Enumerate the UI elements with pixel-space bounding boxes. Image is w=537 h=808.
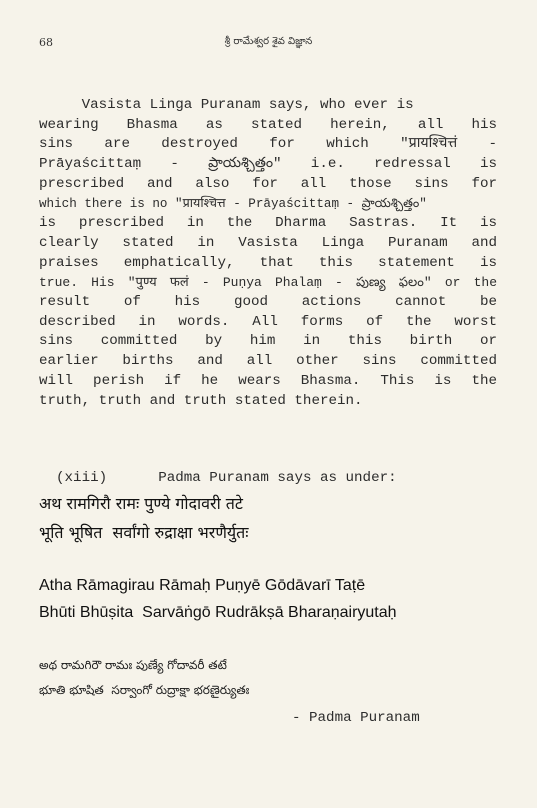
verse-telugu-line: అథ రామగిరౌ రామః పుణ్యే గోదావరీ తటే: [39, 658, 227, 672]
paragraph-line: prescribed and also for all those sins for: [39, 175, 497, 192]
paragraph-line: result of his good actions cannot be: [39, 294, 497, 311]
paragraph-line: which there is no "प्रायश्चित्त - Prāyaścittaṃ - ప్రాయశ్చిత్తం": [39, 196, 427, 211]
verse-devanagari-line: भूति भूषित सर्वांगो रुद्राक्षा भरणैर्युतः: [39, 523, 249, 542]
subsection-text: Padma Puranam says as under:: [158, 470, 397, 486]
paragraph-line: Vasista Linga Puranam says, who ever is: [39, 97, 414, 113]
paragraph-line: will perish if he wears Bhasma. This is the: [39, 372, 497, 389]
paragraph-line: Prāyaścittaṃ - ప్రాయశ్చిత్తం" i.e. redressal is: [39, 156, 497, 173]
running-header: శ్రీ రామేశ్వర శైవ విజ్ఞాన: [224, 36, 313, 47]
paragraph-line: true. His "पुण्य फलं - Puṇya Phalaṃ - పుణ్య ఫలం" or the: [39, 275, 497, 291]
verse-attribution: - Padma Puranam: [292, 710, 420, 726]
paragraph-line: is prescribed in the Dharma Sastras. It is: [39, 215, 497, 232]
paragraph-line: truth, truth and truth stated therein.: [39, 392, 363, 409]
verse-transliteration-line: Bhūti Bhūṣita Sarvāṅgō Rudrākṣā Bharaṇairyutaḥ: [39, 604, 397, 621]
paragraph-line: praises emphatically, that this statement is: [39, 254, 497, 271]
verse-transliteration-line: Atha Rāmagirau Rāmaḥ Puṇyē Gōdāvarī Taṭē: [39, 577, 366, 594]
verse-devanagari-line: अथ रामगिरौ रामः पुण्ये गोदावरी तटे: [39, 494, 243, 513]
paragraph-line: described in words. All forms of the worst: [39, 313, 497, 330]
subsection-label: (xiii): [56, 470, 108, 486]
subsection-heading: [39, 454, 479, 486]
paragraph-line: wearing Bhasma as stated herein, all his: [39, 116, 497, 133]
paragraph-line: earlier births and all other sins committed: [39, 353, 497, 370]
body-paragraph: [39, 96, 497, 411]
paragraph-line: clearly stated in Vasista Linga Puranam and: [39, 234, 497, 251]
paragraph-line: sins are destroyed for which "प्रायश्चित्तं -: [39, 136, 497, 153]
page-number: 68: [39, 36, 53, 49]
verse-telugu-line: భూతి భూషిత సర్వాంగో రుద్రాక్షా భరణైర్యుతః: [39, 683, 250, 697]
paragraph-line: sins committed by him in this birth or: [39, 333, 497, 350]
